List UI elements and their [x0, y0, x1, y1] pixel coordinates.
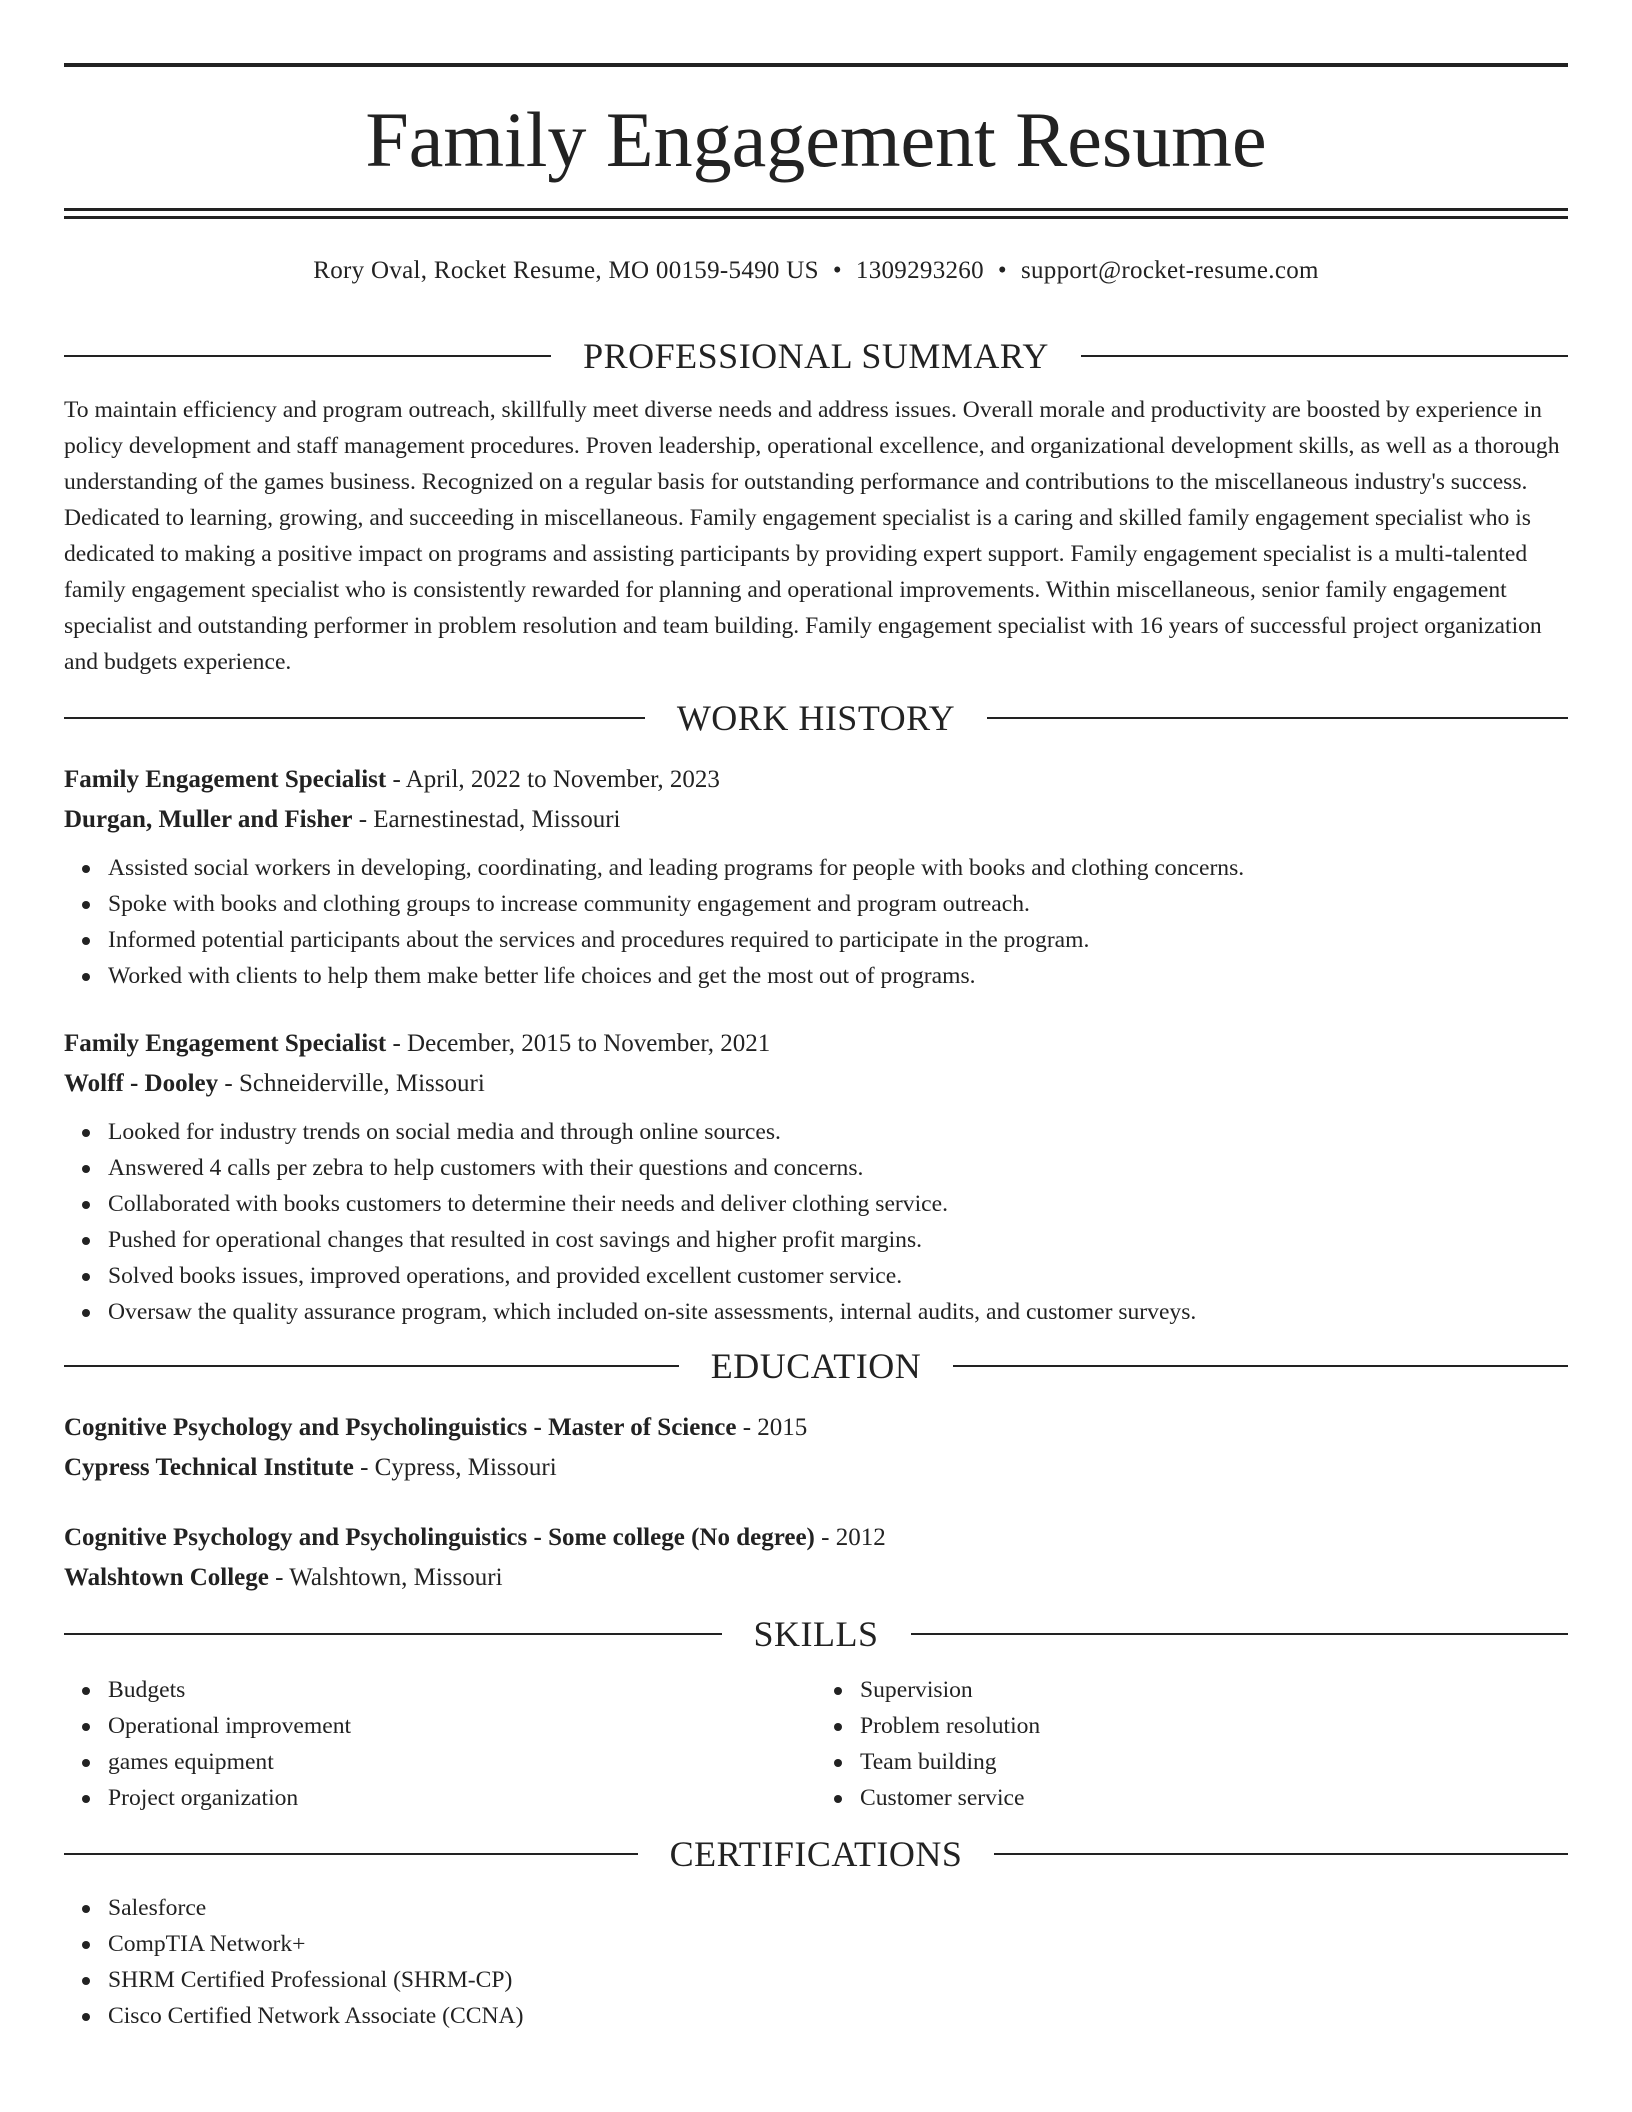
- skill-item: Problem resolution: [860, 1708, 1568, 1744]
- education-heading: [64, 1340, 1568, 1392]
- document-title: Family Engagement Resume: [365, 96, 1267, 183]
- job-company-line: [64, 800, 1568, 840]
- job-bullet: Oversaw the quality assurance program, which included on-site assessments, internal audits, and customer surveys.: [108, 1294, 1568, 1330]
- skill-item: Customer service: [860, 1780, 1568, 1816]
- job-bullet: Solved books issues, improved operations, and provided excellent customer service.: [108, 1258, 1568, 1294]
- section-title: PROFESSIONAL SUMMARY: [583, 336, 1049, 376]
- skills-column-right: [816, 1672, 1568, 1816]
- summary-text: To maintain efficiency and program outreach, skillfully meet diverse needs and address issues. Overall morale and productivity are boosted by experience in policy development and staff management procedures. Proven leadership, operational excellence, and organizational development skills, as well as a thorough understanding of the games business. Recognized on a regular basis for outstanding performance and contributions to the miscellaneous industry's success. Dedicated to learning, growing, and succeeding in miscellaneous. Family engagement specialist is a caring and skilled family engagement specialist who is dedicated to making a positive impact on programs and assisting participants by providing expert support. Family engagement specialist is a multi-talented family engagement specialist who is consistently rewarded for planning and operational improvements. Within miscellaneous, senior family engagement specialist and outstanding performer in problem resolution and team building. Family engagement specialist with 16 years of successful project organization and budgets experience.: [64, 397, 1560, 675]
- job-company-line: [64, 1064, 1568, 1104]
- job-title: Family Engagement Specialist: [64, 1030, 387, 1057]
- contact-separator: •: [832, 257, 842, 284]
- skills-column-left: [64, 1672, 816, 1816]
- section-title: WORK HISTORY: [676, 698, 956, 738]
- skills-grid: [64, 1672, 1568, 1816]
- contact-address: Rory Oval, Rocket Resume, MO 00159-5490 US: [313, 257, 819, 284]
- contact-line: [64, 254, 1568, 288]
- contact-email: support@rocket-resume.com: [1020, 257, 1319, 284]
- education-school-line: [64, 1448, 1568, 1488]
- certification-item: Salesforce: [108, 1890, 1568, 1926]
- job-company: Wolff - Dooley: [64, 1070, 219, 1097]
- heading-rule: [911, 1633, 1569, 1635]
- job-bullet: Worked with clients to help them make better life choices and get the most out of programs.: [108, 958, 1568, 994]
- education-school: Walshtown College: [64, 1564, 269, 1591]
- education-entry: [64, 1518, 1568, 1598]
- certifications-heading: [64, 1828, 1568, 1880]
- job-location: - Schneiderville, Missouri: [218, 1070, 485, 1097]
- section-title: CERTIFICATIONS: [669, 1834, 963, 1874]
- heading-rule: [64, 355, 551, 357]
- job-entry: [64, 760, 1568, 994]
- education-location: - Cypress, Missouri: [353, 1454, 557, 1481]
- section-title: EDUCATION: [710, 1346, 922, 1386]
- job-bullet: Looked for industry trends on social media and through online sources.: [108, 1114, 1568, 1150]
- title-rule-top: [64, 63, 1568, 67]
- heading-rule: [987, 717, 1568, 719]
- section-title: SKILLS: [753, 1614, 879, 1654]
- certification-item: SHRM Certified Professional (SHRM-CP): [108, 1962, 1568, 1998]
- education-school: Cypress Technical Institute: [64, 1454, 354, 1481]
- contact-separator: •: [997, 257, 1007, 284]
- skills-heading: [64, 1608, 1568, 1660]
- skill-item: Team building: [860, 1744, 1568, 1780]
- job-bullet: Collaborated with books customers to determine their needs and deliver clothing service.: [108, 1186, 1568, 1222]
- job-bullet: Assisted social workers in developing, coordinating, and leading programs for people with books and clothing concerns.: [108, 850, 1568, 886]
- job-bullet: Pushed for operational changes that resulted in cost savings and higher profit margins.: [108, 1222, 1568, 1258]
- title-rule-bottom: [64, 208, 1568, 219]
- heading-rule: [64, 1633, 722, 1635]
- heading-rule: [64, 1853, 638, 1855]
- job-dates: - April, 2022 to November, 2023: [386, 766, 720, 793]
- skill-item: Operational improvement: [108, 1708, 816, 1744]
- heading-rule: [994, 1853, 1568, 1855]
- job-entry: [64, 1024, 1568, 1330]
- resume-body: [64, 330, 1568, 2034]
- education-location: - Walshtown, Missouri: [268, 1564, 503, 1591]
- heading-rule: [953, 1365, 1568, 1367]
- skill-item: Supervision: [860, 1672, 1568, 1708]
- skill-item: Budgets: [108, 1672, 816, 1708]
- job-bullet: Spoke with books and clothing groups to increase community engagement and program outreach.: [108, 886, 1568, 922]
- education-school-line: [64, 1558, 1568, 1598]
- certification-item: Cisco Certified Network Associate (CCNA): [108, 1998, 1568, 2034]
- skill-item: Project organization: [108, 1780, 816, 1816]
- job-bullets: [64, 850, 1568, 994]
- heading-rule: [64, 1365, 679, 1367]
- skill-item: games equipment: [108, 1744, 816, 1780]
- education-degree: Cognitive Psychology and Psycholinguistics - Some college (No degree): [64, 1524, 815, 1551]
- work-history-heading: [64, 692, 1568, 744]
- job-location: - Earnestinestad, Missouri: [352, 806, 621, 833]
- heading-rule: [64, 717, 645, 719]
- certification-item: CompTIA Network+: [108, 1926, 1568, 1962]
- summary-heading: [64, 330, 1568, 382]
- education-year: - 2015: [736, 1414, 808, 1441]
- education-year: - 2012: [814, 1524, 886, 1551]
- job-bullet: Informed potential participants about the services and procedures required to participate in the program.: [108, 922, 1568, 958]
- job-title-line: [64, 760, 1568, 800]
- job-bullets: [64, 1114, 1568, 1330]
- certifications-list: [64, 1890, 1568, 2034]
- education-degree-line: [64, 1408, 1568, 1448]
- job-company: Durgan, Muller and Fisher: [64, 806, 353, 833]
- job-title: Family Engagement Specialist: [64, 766, 387, 793]
- heading-rule: [1081, 355, 1568, 357]
- job-title-line: [64, 1024, 1568, 1064]
- job-dates: - December, 2015 to November, 2021: [386, 1030, 771, 1057]
- education-degree-line: [64, 1518, 1568, 1558]
- education-entry: [64, 1408, 1568, 1488]
- job-bullet: Answered 4 calls per zebra to help customers with their questions and concerns.: [108, 1150, 1568, 1186]
- contact-phone: 1309293260: [855, 257, 984, 284]
- education-degree: Cognitive Psychology and Psycholinguistics - Master of Science: [64, 1414, 737, 1441]
